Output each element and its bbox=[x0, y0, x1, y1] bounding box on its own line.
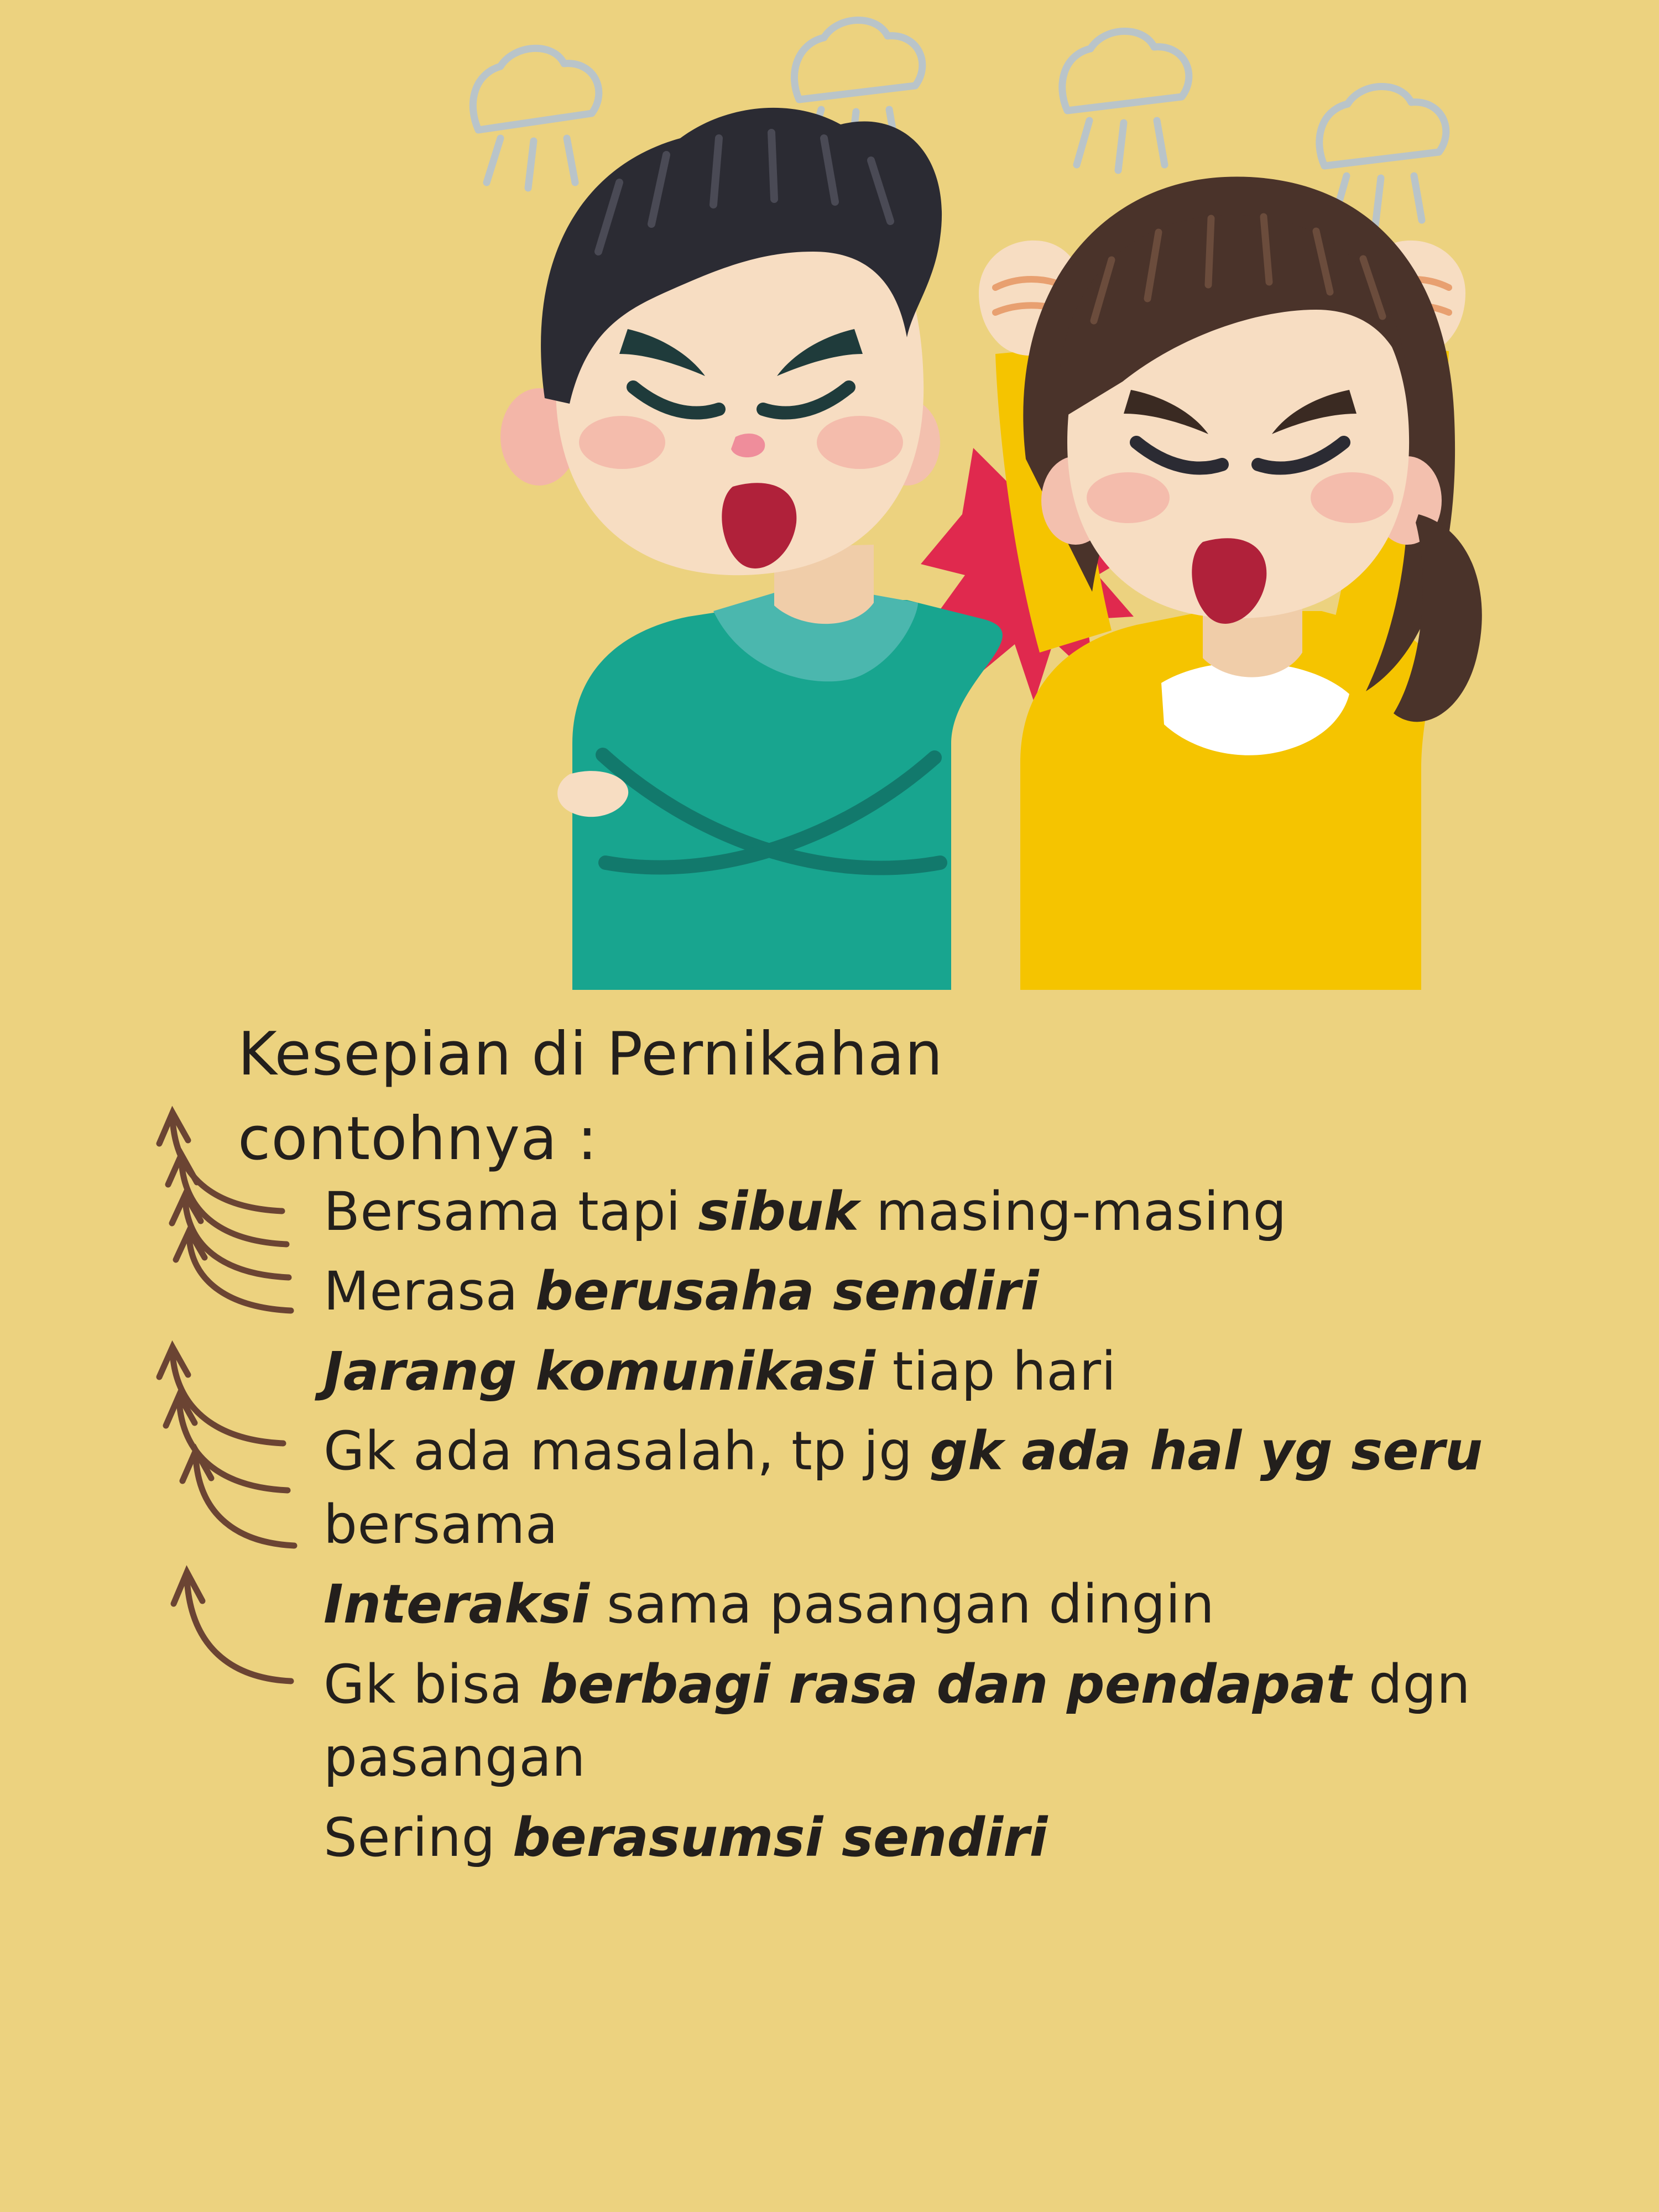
list-item-post: dgn pasangan bbox=[324, 1653, 1471, 1789]
page-title bbox=[238, 1012, 1565, 1182]
list-item-emphasis: gk ada hal yg seru bbox=[930, 1420, 1483, 1483]
angry-couple-illustration bbox=[0, 0, 1659, 1040]
arrow-6 bbox=[166, 1395, 288, 1490]
heading-line-2: contohnya : bbox=[238, 1104, 598, 1174]
list-item bbox=[324, 1568, 1640, 1641]
list-item-pre: Gk bisa bbox=[324, 1653, 540, 1715]
arrow-4 bbox=[176, 1231, 291, 1311]
list-item bbox=[324, 1415, 1640, 1561]
list-item bbox=[324, 1255, 1640, 1328]
list-item-post: bersama bbox=[324, 1493, 559, 1556]
list-item-post: masing-masing bbox=[859, 1181, 1287, 1243]
list-item-emphasis: berusaha sendiri bbox=[535, 1260, 1039, 1323]
man-figure bbox=[500, 108, 1003, 990]
list-item-pre: Bersama tapi bbox=[324, 1181, 698, 1243]
list-item-post: sama pasangan dingin bbox=[589, 1573, 1215, 1636]
list-item bbox=[324, 1801, 1640, 1874]
list-item-pre: Sering bbox=[324, 1806, 513, 1869]
lonely-marriage-list bbox=[324, 1175, 1640, 1881]
arrow-5 bbox=[159, 1347, 283, 1443]
list-item bbox=[324, 1648, 1640, 1794]
list-item-emphasis: berbagi rasa dan pendapat bbox=[540, 1653, 1352, 1715]
list-item-emphasis: Interaksi bbox=[324, 1573, 590, 1636]
list-item bbox=[324, 1175, 1640, 1248]
list-item-emphasis: berasumsi sendiri bbox=[512, 1806, 1048, 1869]
arrow-3 bbox=[172, 1194, 289, 1277]
list-item bbox=[324, 1335, 1640, 1408]
woman-figure bbox=[979, 177, 1482, 990]
list-item-emphasis: sibuk bbox=[698, 1181, 859, 1243]
arrow-7 bbox=[182, 1451, 294, 1546]
caption-block bbox=[0, 1012, 1659, 2212]
list-item-pre: Merasa bbox=[324, 1260, 536, 1323]
heading-line-1: Kesepian di Pernikahan bbox=[238, 1020, 943, 1089]
list-item-emphasis: Jarang komunikasi bbox=[324, 1340, 875, 1402]
list-item-pre: Gk ada masalah, tp jg bbox=[324, 1420, 930, 1483]
list-item-post: tiap hari bbox=[875, 1340, 1117, 1402]
arrow-8 bbox=[174, 1572, 291, 1681]
